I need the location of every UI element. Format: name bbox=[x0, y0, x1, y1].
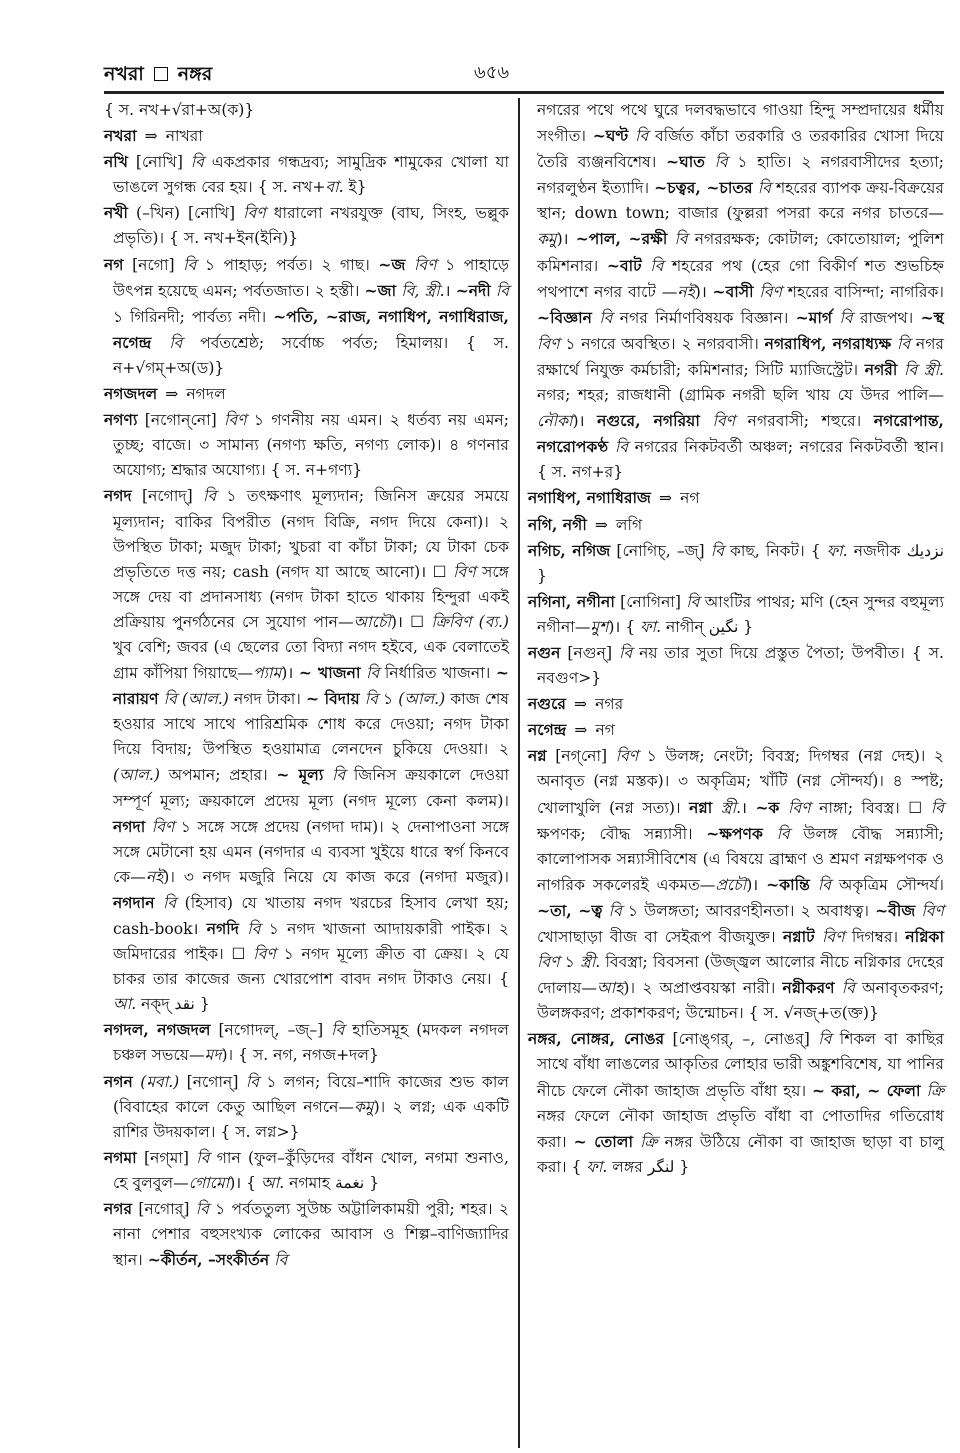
headword: ~ করা, ~ ফেলা bbox=[811, 1080, 921, 1100]
definition-text: নাঙ্গা; বিবস্ত্র। ☐ bbox=[810, 798, 931, 817]
grammar-label: বি bbox=[183, 255, 197, 274]
grammar-label: আ. bbox=[113, 995, 137, 1014]
definition-text: )। bbox=[556, 230, 576, 249]
definition-text: নির্ধারিত খাজনা। bbox=[379, 664, 496, 683]
definition-text: ১ নগদ খাজনা আদায়কারী পাইক। ২ জমিদারের পাইক। ☐ bbox=[113, 920, 509, 964]
headword: নগুরে, নগরিয়া bbox=[597, 411, 700, 431]
grammar-label: বিণ bbox=[759, 282, 782, 301]
definition-text: )। ☐ bbox=[390, 612, 432, 631]
grammar-label: (আল.) bbox=[113, 766, 160, 785]
definition-text: । bbox=[444, 281, 456, 300]
dictionary-entry bbox=[528, 485, 944, 511]
headword: নগ্নিকা bbox=[905, 927, 944, 946]
headword: নগ্না bbox=[689, 797, 713, 817]
dictionary-entry bbox=[528, 589, 944, 640]
grammar-label: প্রচৌ bbox=[715, 875, 747, 894]
grammar-label: বি bbox=[203, 487, 217, 506]
dictionary-entry bbox=[104, 252, 509, 381]
headword: ~বাসী bbox=[712, 281, 754, 301]
grammar-label: বিণ bbox=[712, 412, 736, 431]
definition-text: )। ২ লগ্ন; এক একটি রাশির উদয়কাল। { স. লগ্ন>} bbox=[113, 1097, 509, 1141]
headword: ~ খাজনা bbox=[298, 663, 361, 683]
definition-text: (হিসাব) যে খাতায় নগদ খরচের হিসাব লেখা হয়; cash-book। bbox=[113, 893, 509, 938]
headword: নগিনা, নগীনা bbox=[528, 591, 615, 611]
definition-text: [নগোন্‌নো] bbox=[137, 411, 225, 430]
grammar-label: বি bbox=[190, 153, 204, 172]
definition-text bbox=[705, 153, 715, 171]
definition-text: অকৃত্রিম সৌন্দর্য। bbox=[830, 875, 944, 894]
definition-text: কাজ শেষ হওয়ার সাথে সাথে পারিশ্রমিক শোধ করে দেওয়া; নগদ টাকা দিয়ে বিদায়; উপস্থিত হওয়ামাত্র লেনদেন চুকিয়ে দেওয়া। ২ bbox=[113, 690, 509, 759]
left-column bbox=[104, 98, 509, 1273]
dictionary-entry bbox=[528, 538, 944, 589]
grammar-label: বিণ bbox=[413, 255, 437, 274]
grammar-label: বি bbox=[366, 664, 380, 683]
guide-words bbox=[104, 60, 212, 92]
dictionary-entry bbox=[104, 483, 509, 1017]
cross-reference-arrow-icon: ⇒ bbox=[659, 489, 673, 508]
definition-text: )। ৩ নগদ মজুরি নিয়ে যে কাজ করে (নগদা মজুর)। bbox=[163, 867, 509, 886]
cross-reference-arrow-icon: ⇒ bbox=[574, 721, 588, 740]
definition-text: )। bbox=[694, 282, 713, 301]
grammar-label: বি bbox=[714, 153, 728, 172]
definition-text: ১ পাহাড়; পর্বত। ২ গাছ। bbox=[196, 255, 379, 274]
definition-text bbox=[405, 256, 414, 274]
headword: নগন bbox=[104, 1071, 133, 1091]
definition-text: )। bbox=[746, 875, 767, 894]
grammar-label: মুশ bbox=[590, 617, 609, 636]
grammar-label: ফা. bbox=[586, 1157, 608, 1176]
dictionary-entry bbox=[104, 407, 509, 483]
definition-text bbox=[155, 894, 163, 912]
definition-text: খুব বেশি; জবর (এ ছেলের তো বিদ্যা নগদ হইবে, এক বেলাতেই গ্রাম কাঁপিয়া গিয়াছে— bbox=[113, 637, 509, 683]
headword: ~ মূল্য bbox=[276, 765, 324, 785]
grammar-label: আচৌ bbox=[353, 612, 391, 631]
definition-text bbox=[642, 257, 651, 275]
definition-text: ধারালো নখরযুক্ত (বাঘ, সিংহ, ভল্লুক প্রভৃতি)। { স. নখ+ইন(ইনি)} bbox=[113, 204, 509, 248]
headword: ~কান্তি bbox=[766, 874, 810, 894]
headword: ~পতি, ~রাজ, নগাধিপ, নগাধিরাজ, নগেন্দ্র bbox=[113, 306, 509, 352]
grammar-label: বি bbox=[757, 179, 771, 198]
grammar-label: বি bbox=[897, 334, 911, 353]
grammar-label: বি bbox=[495, 281, 509, 300]
definition-text: [নোঙ্‌গর্, –, নোঙর্] bbox=[664, 1030, 819, 1049]
grammar-label: বি bbox=[196, 1148, 210, 1167]
definition-text: কাছ, নিকট। { bbox=[723, 541, 827, 560]
headword: নখি bbox=[104, 152, 129, 172]
dictionary-entry bbox=[104, 1069, 509, 1145]
definition-text: লগি bbox=[615, 515, 643, 534]
definition-text bbox=[835, 979, 842, 997]
definition-text bbox=[608, 438, 615, 456]
headword: নগর bbox=[104, 1199, 133, 1219]
page-number: ৬৫৬ bbox=[474, 62, 510, 83]
grammar-label: আহ bbox=[596, 979, 624, 998]
headword: ~ তোলা bbox=[573, 1131, 633, 1151]
headword: নখরা bbox=[104, 126, 137, 146]
headword: ~মার্গ bbox=[795, 307, 833, 327]
headword: নগমা bbox=[104, 1147, 137, 1167]
etymology: { স. নখ+√রা+অ(ক)} bbox=[104, 101, 255, 119]
headword: ~তা, ~ত্ব bbox=[537, 900, 603, 920]
dictionary-entry bbox=[104, 98, 509, 123]
headword: নগ্নাট bbox=[782, 927, 815, 946]
separator-box-icon bbox=[154, 67, 168, 81]
definition-text: [নগ্‌নো] bbox=[546, 747, 616, 766]
headword: নগরী bbox=[864, 359, 898, 379]
headword: নগিচ, নগিজ bbox=[528, 540, 611, 560]
headword: নগদি bbox=[206, 919, 239, 938]
dictionary-entry bbox=[528, 640, 944, 691]
definition-text: নঙ্গর উঠিয়ে নৌকা বা জাহাজ ছাড়া বা চালু করা। { bbox=[537, 1132, 945, 1176]
grammar-label: বি bbox=[245, 1072, 259, 1091]
headword: নগুরে bbox=[528, 694, 566, 714]
definition-text: নাখরা bbox=[165, 127, 203, 146]
headword: ~স্থ bbox=[920, 307, 944, 327]
definition-text: নগর; শহর; রাজধানী (গ্রামিক নগরী ছলি খায় যে উদর পালি— bbox=[537, 386, 944, 405]
grammar-label: বি bbox=[163, 893, 177, 912]
cross-reference-arrow-icon: ⇒ bbox=[594, 515, 608, 534]
headword: ~জা bbox=[364, 280, 397, 300]
headword: নঙ্গর, নোঙ্গর, নোঙর bbox=[528, 1029, 665, 1049]
grammar-label: বি bbox=[817, 875, 831, 894]
grammar-label: বি bbox=[818, 1030, 832, 1049]
headword: নগদা bbox=[113, 816, 146, 836]
definition-text: গান (ফুল–কুঁড়িদের বাঁধন খোল, নগমা শুনাও, হে বুলবুল— bbox=[113, 1148, 509, 1192]
grammar-label: বি bbox=[674, 230, 688, 249]
definition-text: নগ bbox=[680, 489, 700, 508]
definition-text: [নগোন্] bbox=[179, 1072, 246, 1091]
definition-text: ১ গিরিনদী; পার্বত্য নদী। bbox=[113, 307, 274, 326]
definition-text: ১ উলঙ্গ; নেংটা; বিবস্ত্র; দিগম্বর (নগ্ন দেহ)। ২ অনাবৃত (নগ্ন মস্তক)। ৩ অকৃত্রিম; খাঁটি (নগ্ন সৌন্দর্য)। ৪ স্পষ্ট; খোলাখুলি (নগ্ন সত্য)। bbox=[537, 747, 944, 817]
dictionary-page bbox=[104, 58, 945, 1270]
definition-text: [নগুন্] bbox=[560, 643, 619, 662]
grammar-label: বি bbox=[839, 308, 853, 327]
grammar-label: বিণ bbox=[243, 204, 266, 223]
definition-text: (–খিন) [নোখি] bbox=[128, 204, 244, 223]
grammar-label: বি bbox=[195, 1200, 209, 1219]
headword: ~কীর্তন, –সংকীর্তন bbox=[147, 1250, 270, 1270]
grammar-label: বি, স্ত্রী. bbox=[401, 281, 445, 300]
dictionary-entry bbox=[104, 1017, 509, 1068]
definition-text bbox=[779, 799, 788, 817]
grammar-label: বি bbox=[274, 1251, 288, 1270]
headword: ~নদী bbox=[455, 280, 491, 300]
grammar-label: প্যাম bbox=[252, 664, 282, 683]
grammar-label: বি bbox=[930, 798, 944, 817]
headword: নগরোপান্ত, নগরোপকণ্ঠ bbox=[537, 411, 944, 457]
definition-text: লঙ্গর لنگر } bbox=[607, 1157, 690, 1176]
grammar-label: বি bbox=[169, 333, 183, 352]
definition-text bbox=[151, 334, 169, 352]
definition-text: [নগোদল্, –জ্–] bbox=[210, 1021, 332, 1040]
headword: ~বীজ bbox=[875, 900, 916, 920]
grammar-label: বি bbox=[686, 592, 700, 611]
grammar-label: কমু bbox=[537, 230, 557, 249]
definition-text: ১ তৎক্ষণাৎ মূল্যদান; জিনিস ক্রয়ের সময়ে মূল্যদান; বাকির বিপরীত (নগদ বিক্রি, নগদ দিয়ে কেনা)। ২ উপস্থিত টাকা; মজুদ টাকা; খুচরা বা কাঁচা টাকা; যে টাকা চেক প্রভৃতিতে দত্ত নয়; cash (নগদ যা আছে আনো)। ☐ bbox=[113, 487, 509, 581]
guide-word-first: নখরা bbox=[104, 63, 144, 85]
grammar-label: বিণ bbox=[615, 747, 639, 766]
headword: নগেন্দ্র bbox=[528, 720, 567, 740]
definition-text: রাজপথ। bbox=[852, 308, 921, 327]
definition-text: ১ bbox=[377, 690, 399, 709]
dictionary-entry bbox=[104, 123, 509, 149]
headword: ~ নারায়ণ bbox=[113, 663, 509, 709]
grammar-label: ক্রিবিণ (ব্য.) bbox=[431, 612, 509, 631]
grammar-label: স্ত্রী. bbox=[580, 953, 601, 972]
headword: ~ক্ষপণক bbox=[706, 823, 763, 843]
definition-text bbox=[810, 876, 818, 894]
definition-text: নয় তার সুতা দিয়ে প্রস্তুত পৈতা; উপবীত। { স. নবগুণ>} bbox=[537, 643, 944, 688]
definition-text: উলঙ্গ বৌদ্ধ সন্ন্যাসী; কালোপাসক সন্ন্যাসীবিশেষ (এ বিষয়ে ব্রাহ্মণ ও শ্রমণ নগ্নক্ষপণক ও নাগরিক সকলেরই একমত— bbox=[537, 824, 944, 894]
grammar-label: বিণ bbox=[537, 334, 560, 353]
grammar-label: বিণ bbox=[788, 798, 811, 817]
headword: নগ bbox=[104, 254, 124, 274]
headword: ~ক bbox=[755, 797, 780, 817]
definition-text bbox=[633, 1133, 640, 1151]
grammar-label: নৌকা bbox=[537, 412, 573, 431]
definition-text: অনাবৃতকরণ; উলঙ্গকরণ; প্রকাশকরণ; উন্মোচন। { স. √নজ্+ত(ক্ত)} bbox=[537, 979, 944, 1023]
definition-text: শহরের ব্যাপক ক্রয়-বিক্রয়ের স্থান; down town; বাজার (ফুল্লরা পসরা করে নগর চাতরে— bbox=[537, 179, 944, 223]
headword: নখী bbox=[104, 203, 129, 223]
definition-text: ১ bbox=[559, 953, 581, 972]
grammar-label: বি bbox=[776, 824, 790, 843]
definition-text: [নোখি] bbox=[128, 153, 191, 172]
definition-text: ১ নগরে অবস্থিত। ২ নগরবাসী। bbox=[559, 334, 765, 353]
dictionary-entry bbox=[528, 743, 944, 1026]
dictionary-entry bbox=[528, 1026, 944, 1180]
definition-text: নগররক্ষক; কোটাল; কোতোয়াল; পুলিশ কমিশনার। bbox=[537, 230, 944, 275]
definition-text: শহরের বাসিন্দা; নাগরিক। bbox=[781, 282, 944, 301]
header-rule bbox=[104, 91, 944, 94]
headword: ~পাল, ~রক্ষী bbox=[575, 229, 668, 249]
definition-text: বিবস্ত্রা; বিবসনা (উজ্জ্বল আলোর নীচে নগ্নিকার দেহের দোলায়— bbox=[537, 953, 944, 998]
grammar-label: বি bbox=[332, 766, 346, 785]
definition-text: নাগীন্ نگين } bbox=[661, 617, 754, 636]
definition-text: [নগোর্] bbox=[132, 1200, 196, 1219]
definition-text: নগর bbox=[595, 695, 624, 714]
grammar-label: বিণ bbox=[921, 901, 944, 920]
definition-text: দিগম্বর। bbox=[844, 928, 906, 946]
definition-text: বর্জিত কাঁচা তরকারি ও তরকারির খোসা দিয়ে তৈরি ব্যঞ্জনবিশেষ। bbox=[537, 127, 944, 172]
dictionary-entry bbox=[104, 1145, 509, 1196]
guide-word-last: নঙ্গর bbox=[177, 63, 213, 85]
definition-text: ১ লগন; বিয়ে–শাদি কাজের শুভ কাল (বিবাহের কালে কেতু আছিল নগনে— bbox=[113, 1072, 509, 1116]
grammar-label: কমু bbox=[354, 1097, 374, 1116]
definition-text: । bbox=[741, 798, 756, 817]
column-divider bbox=[518, 98, 520, 1448]
dictionary-entry bbox=[104, 1196, 509, 1273]
grammar-label: বি bbox=[364, 690, 378, 709]
definition-text: ১ পর্বততুল্য সুউচ্চ অট্টালিকাময়ী পুরী; শহর। ২ নানা পেশার বহুসংখ্যক লোকের আবাস ও শিল্প–বাণিজ্যাদির স্থান। bbox=[113, 1200, 509, 1270]
headword: নগদল, নগজদল bbox=[104, 1020, 211, 1040]
headword: নগদান bbox=[113, 892, 155, 912]
entry-continuation bbox=[528, 98, 944, 485]
definition-text: )। bbox=[281, 664, 299, 683]
grammar-label: বিণ bbox=[821, 928, 845, 946]
definition-text: ১ গণনীয় নয় এমন। ২ ধর্তব্য নয় এমন; তুচ্ছ; বাজে। ৩ সামান্য (নগণ্য ক্ষতি, নগণ্য লোক)। ৪ গণনার অযোগ্য; শ্রদ্ধার অযোগ্য। { স. ন+গণ্য} bbox=[113, 411, 509, 480]
cross-reference-arrow-icon: ⇒ bbox=[165, 385, 179, 404]
definition-text: ক্ষপণক; বৌদ্ধ সন্ন্যাসী। bbox=[537, 824, 707, 843]
grammar-label: বিণ bbox=[537, 953, 560, 972]
definition-text: শিকল বা কাছির সাথে বাঁধা লাঙলের আকৃতির লোহার ভারী অঙ্কুশবিশেষ, যা পানির নীচে ফেলে নৌকা জাহাজ প্রভৃতি বাঁধা হয়। bbox=[537, 1030, 944, 1100]
headword: নগাধিপ, নগাধিরাজ bbox=[528, 488, 651, 508]
grammar-label: ক্রি bbox=[640, 1132, 658, 1151]
definition-text: ১ হাতি। ২ নগরবাসীদের হত্যা; নগরলুণ্ঠন ইত্যাদি। bbox=[537, 153, 944, 198]
definition-text: ১ নগদ মূল্যে ক্রীত বা ক্রেয়। ২ যে চাকর তার কাজের জন্য খোরপোশ বাবদ নগদ টাকাও নেয়। { bbox=[113, 945, 509, 989]
headword: ~ বিদায় bbox=[305, 689, 360, 709]
definition-text: আংটির পাথর; মণি (হেন সুন্দর বহুমূল্য নগীনা— bbox=[537, 592, 945, 636]
definition-text bbox=[815, 928, 822, 946]
cross-reference-arrow-icon: ⇒ bbox=[573, 695, 588, 714]
grammar-label: বি bbox=[247, 920, 261, 938]
grammar-label: বি bbox=[619, 643, 633, 662]
definition-text: নগরের পথে পথে ঘুরে দলবদ্ধভাবে গাওয়া হিন্দু সম্প্রদায়ের ধর্মীয় সংগীত। bbox=[537, 101, 944, 146]
dictionary-entry bbox=[528, 512, 944, 538]
headword: ~ঘাত bbox=[666, 152, 705, 172]
headword: নগরাধিপ, নগরাধ্যক্ষ bbox=[764, 333, 892, 353]
grammar-label: বি bbox=[635, 127, 649, 146]
grammar-label: বি bbox=[599, 308, 613, 327]
definition-text: নগমাহ نغمة } bbox=[284, 1173, 380, 1192]
grammar-label: বি bbox=[710, 541, 724, 560]
headword: নগদ bbox=[104, 486, 132, 506]
definition-text: ১ পাহাড়ে উৎপন্ন হয়েছে এমন; পর্বতজাত। ২ হস্তী। bbox=[113, 255, 509, 300]
headword: ~জ bbox=[378, 254, 406, 274]
grammar-label: নই bbox=[145, 867, 164, 886]
definition-text: )। { bbox=[229, 1173, 262, 1192]
grammar-label: ক্রি bbox=[926, 1081, 944, 1100]
grammar-label: বিণ bbox=[151, 817, 175, 836]
definition-text: ই} bbox=[343, 178, 367, 197]
running-head bbox=[104, 58, 944, 88]
definition-text: অপমান; প্রহার। bbox=[159, 766, 277, 785]
headword: ~বিজ্ঞান bbox=[537, 307, 592, 327]
headword: ~চত্বর, ~চাতর bbox=[654, 178, 753, 198]
headword: নগ্নীকরণ bbox=[782, 978, 835, 998]
definition-text: [নগো] bbox=[123, 255, 184, 274]
dictionary-entry bbox=[528, 717, 944, 743]
headword: নগজদল bbox=[104, 384, 158, 404]
grammar-label: ফা. bbox=[826, 541, 848, 560]
definition-text: )। bbox=[572, 412, 598, 431]
definition-text bbox=[763, 825, 777, 843]
cross-reference-arrow-icon: ⇒ bbox=[144, 127, 158, 146]
grammar-label: বি bbox=[841, 979, 855, 998]
definition-text: ১ সঙ্গে সঙ্গে প্রদেয় (নগদা দাম)। ২ দেনাপাওনা সঙ্গে সঙ্গে মেটানো হয় এমন (নগদার এ ব্যবসা খুইয়ে ধারে স্বর্গ কিনবে কে— bbox=[113, 817, 509, 886]
grammar-label: স্ত্রী. bbox=[720, 798, 742, 817]
definition-text: শহরের পথ (হের গো বিকীর্ণ শত শুভচিহ্ন পথপাশে নগর বাটে — bbox=[537, 256, 944, 301]
definition-text: )। { স. নগ, নগজ+দল} bbox=[221, 1046, 379, 1065]
headword: ~ঘণ্ট bbox=[592, 126, 629, 146]
grammar-label: বি bbox=[614, 438, 629, 457]
grammar-label: বা. bbox=[325, 178, 344, 197]
definition-text: নগরের নিকটবর্তী অঞ্চল; নগরের নিকটবর্তী স্থান। { স. নগ+র} bbox=[537, 438, 944, 482]
definition-text: খোসাছাড়া বীজ বা সেইরূপ বীজযুক্ত। bbox=[537, 928, 783, 946]
definition-text bbox=[700, 412, 713, 430]
grammar-label: ফা. bbox=[640, 617, 662, 636]
definition-text: নগর রক্ষার্থে নিযুক্ত কর্মচারী; কমিশনার; সিটি ম্যাজিস্ট্রেট। bbox=[537, 334, 945, 379]
definition-text: নগ bbox=[595, 721, 616, 740]
definition-text: জিনিস ক্রয়কালে দেওয়া সম্পূর্ণ মূল্য; ক্রয়কালে প্রদেয় মূল্য (নগদ মূল্যে কেনা কলম)। bbox=[113, 766, 509, 810]
definition-text: সঙ্গে সঙ্গে দেয় বা প্রদানসাধ্য (নগদ টাকা হাতে থাকায় হিন্দুরা একই প্রক্রিয়ায় পুনর্গঠনের সে সুযোগ পান— bbox=[113, 562, 509, 631]
definition-text: নজদীক نزديك } bbox=[537, 541, 944, 585]
definition-text: [নগ্‌মা] bbox=[136, 1148, 197, 1167]
right-column bbox=[528, 98, 944, 1180]
definition-text: [নোগিনা] bbox=[614, 592, 687, 611]
dictionary-entry bbox=[104, 200, 509, 251]
definition-text: নগরবাসী; শহুরে। bbox=[735, 412, 874, 431]
dictionary-entry bbox=[104, 381, 509, 407]
definition-text: নগদল bbox=[186, 385, 226, 404]
definition-text: পর্বতশ্রেষ্ঠ; সর্বোচ্চ পর্বত; হিমালয়। { স. ন+√গম্+অ(ড)} bbox=[113, 333, 509, 377]
definition-text: )। ২ অপ্রাপ্তবয়স্কা নারী। bbox=[623, 979, 783, 998]
grammar-label: (মবা.) bbox=[140, 1072, 180, 1091]
dictionary-entry bbox=[528, 691, 944, 717]
columns bbox=[104, 98, 944, 1453]
definition-text: নগর নির্মাণবিষয়ক বিজ্ঞান। bbox=[612, 308, 796, 327]
grammar-label: (আল.) bbox=[398, 690, 446, 709]
grammar-label: মদ bbox=[204, 1046, 222, 1065]
definition-text: নগদ টাকা। bbox=[228, 690, 306, 709]
dictionary-entry bbox=[104, 149, 509, 200]
definition-text bbox=[712, 799, 721, 817]
grammar-label: বি bbox=[608, 901, 622, 920]
definition-text bbox=[323, 766, 332, 784]
definition-text: একপ্রকার গন্ধদ্রব্য; সামুদ্রিক শামুকের খোলা যা ভাঙলে সুগন্ধ বের হয়। { স. নখ+ bbox=[113, 153, 509, 197]
headword: নগ্ন bbox=[528, 746, 547, 766]
definition-text: নক্‌দ্ نقد } bbox=[136, 995, 210, 1014]
headword: নগুন bbox=[528, 642, 561, 662]
grammar-label: বিণ bbox=[253, 945, 276, 964]
definition-text: নঙ্গর ফেলে নৌকা জাহাজ প্রভৃতি বাঁধা বা পোতাদির গতিরোধ করা। bbox=[537, 1106, 944, 1151]
definition-text: হাতিসমূহ (মদকল নগদল চঞ্চল সভয়ে— bbox=[113, 1021, 510, 1065]
headword: নগণ্য bbox=[104, 410, 138, 430]
definition-text: [নোগিচ্, –জ্] bbox=[610, 541, 711, 560]
definition-text: )। { bbox=[608, 617, 641, 636]
grammar-label: বি (আল.) bbox=[163, 690, 229, 709]
grammar-label: গোমো bbox=[188, 1173, 230, 1192]
grammar-label: বি স্ত্রী. bbox=[904, 360, 944, 379]
grammar-label: আ. bbox=[261, 1173, 285, 1192]
headword: ~বাট bbox=[606, 255, 642, 275]
headword: নগি, নগী bbox=[528, 514, 587, 534]
grammar-label: বি bbox=[650, 256, 664, 275]
definition-text: ১ উলঙ্গতা; আবরণহীনতা। ২ অবাধত্ব। bbox=[621, 901, 876, 920]
definition-text: [নগোদ্] bbox=[131, 487, 203, 506]
grammar-label: নই bbox=[677, 282, 695, 301]
grammar-label: বিণ bbox=[224, 411, 247, 430]
grammar-label: বিণ bbox=[453, 562, 476, 581]
grammar-label: বি bbox=[331, 1021, 345, 1040]
